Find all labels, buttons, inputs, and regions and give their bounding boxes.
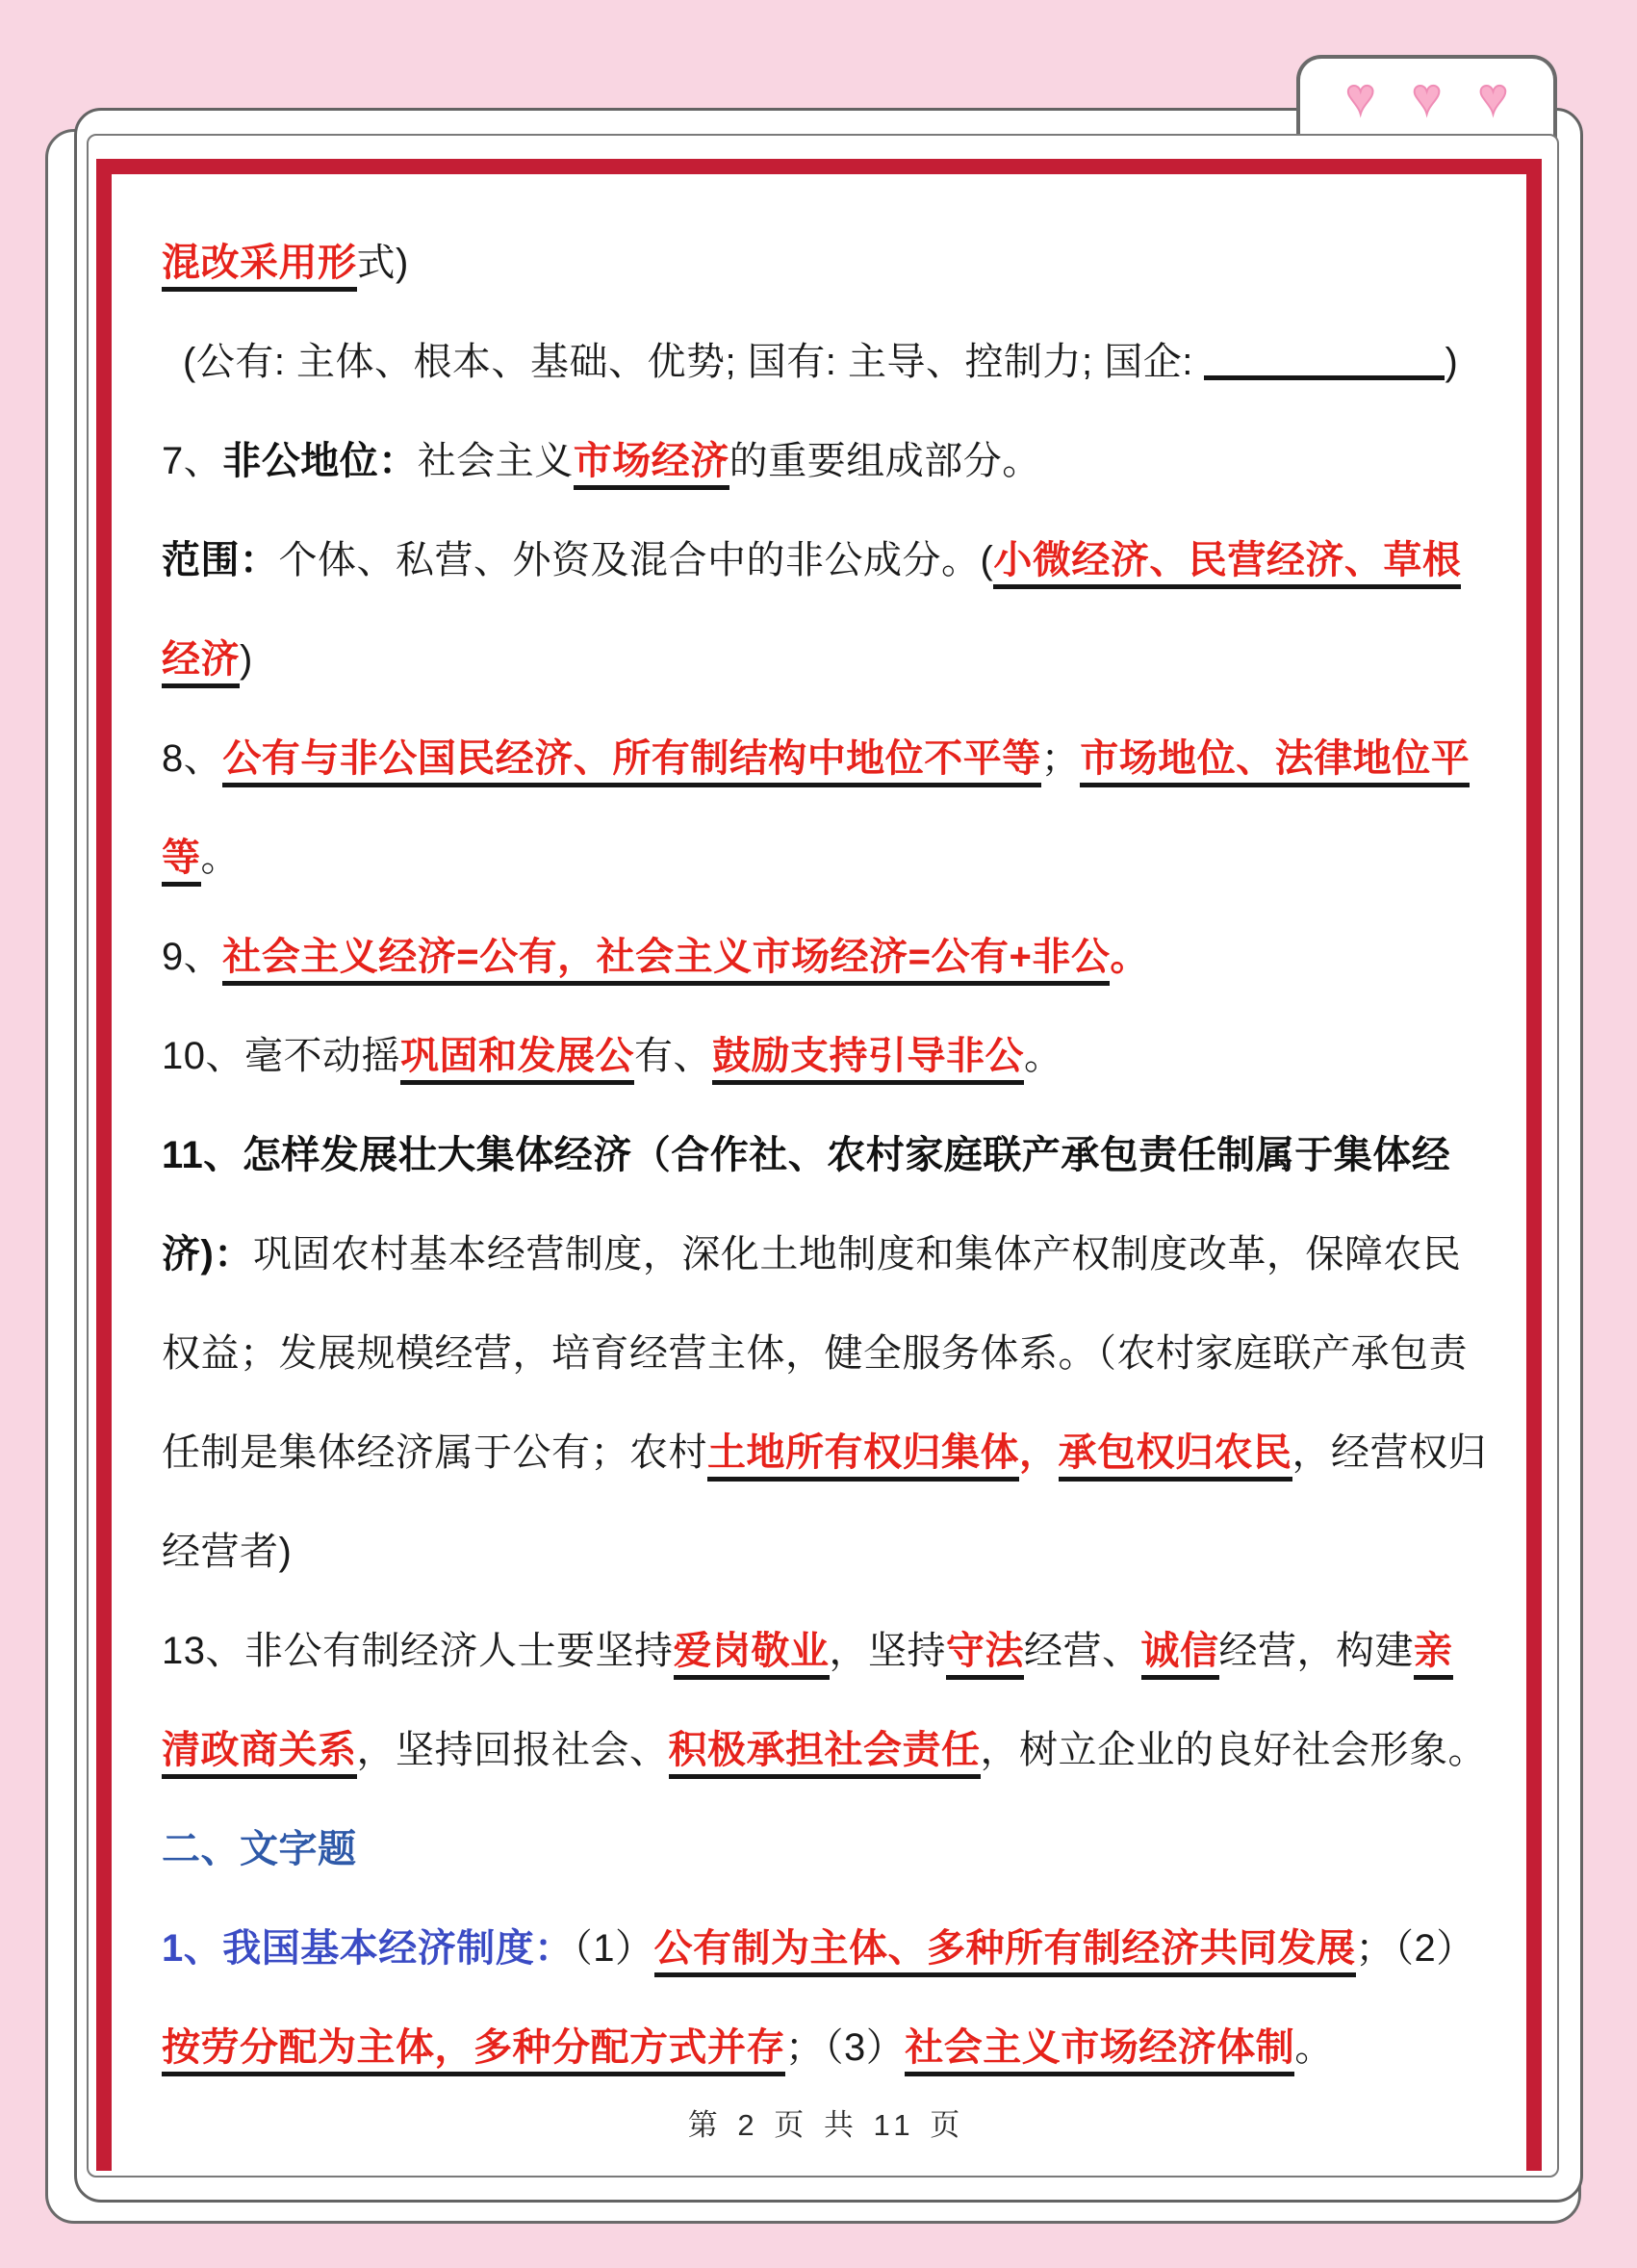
text-segment: 巩固农村基本经营制度，深化土地制度和集体产权制度改革，保障农民 <box>252 1233 1462 1276</box>
text-segment: 10、毫不动摇 <box>162 1035 400 1077</box>
text-line <box>162 313 1492 412</box>
text-segment: 经营、 <box>1024 1630 1141 1672</box>
text-line <box>162 1602 1492 1701</box>
highlight-red: 诚信 <box>1141 1630 1219 1680</box>
text-line <box>162 908 1492 1007</box>
text-segment: ； <box>1040 737 1081 780</box>
text-segment: 式) <box>356 242 409 284</box>
highlight-red: 经济 <box>162 638 240 688</box>
highlight-red: 等 <box>162 837 201 887</box>
highlight-red: 。 <box>1110 936 1149 978</box>
highlight-red: 公有制为主体、多种所有制经济共同发展 <box>654 1927 1356 1977</box>
text-line <box>162 1404 1492 1503</box>
notes-content <box>162 175 1492 2148</box>
text-line <box>162 1998 1492 2098</box>
heading-blue: 1、我国基本经济制度： <box>162 1927 574 1970</box>
highlight-red: 承包权归农民 <box>1059 1431 1292 1482</box>
heart-icon: ♥ <box>1345 69 1376 125</box>
text-line <box>162 809 1492 908</box>
heading-blue: 二、文字题 <box>162 1828 357 1870</box>
highlight-red: 按劳分配为主体，多种分配方式并存 <box>162 2026 785 2076</box>
text-segment: 有、 <box>634 1035 712 1077</box>
highlight-red: 土地所有权归集体 <box>707 1431 1019 1482</box>
text-segment: ，坚持回报社会、 <box>356 1729 669 1771</box>
highlight-red: 爱岗敬业 <box>674 1630 830 1680</box>
text-segment: 个体、私营、外资及混合中的非公成分。( <box>278 539 994 581</box>
highlight-red: 公有与非公国民经济、所有制结构中地位不平等 <box>222 737 1041 787</box>
text-line <box>162 1007 1492 1106</box>
text-segment: ) <box>1445 341 1459 383</box>
highlight-red: 清政商关系 <box>162 1729 357 1779</box>
highlight-red: 守法 <box>946 1630 1024 1680</box>
text-segment: 。 <box>1024 1035 1063 1077</box>
highlight-red: 小微经济、民营经济、草根 <box>993 539 1461 589</box>
text-lines-container <box>162 214 1492 2098</box>
highlight-red: 混改采用形 <box>162 242 357 292</box>
text-line <box>162 1304 1492 1404</box>
highlight-red: 积极承担社会责任 <box>669 1729 981 1779</box>
text-segment: 。 <box>1294 2026 1334 2069</box>
highlight-red: 市场经济 <box>574 440 729 490</box>
text-segment: 13、非公有制经济人士要坚持 <box>162 1630 674 1672</box>
highlight-red: ， <box>1019 1431 1059 1474</box>
text-bold: 济)： <box>162 1233 253 1276</box>
text-line <box>162 610 1492 709</box>
highlight-red: 鼓励支持引导非公 <box>712 1035 1024 1085</box>
text-line <box>162 1205 1492 1304</box>
highlight-red: 巩固和发展公 <box>400 1035 634 1085</box>
hearts-tab <box>1296 55 1557 140</box>
heart-icon: ♥ <box>1412 69 1442 125</box>
text-bold: 非公地位： <box>222 440 418 482</box>
text-bold: 11、怎样发展壮大集体经济（合作社、农村家庭联产承包责任制属于集体经 <box>162 1134 1451 1176</box>
text-line <box>162 1106 1492 1205</box>
text-line <box>162 709 1492 809</box>
text-segment: （1） <box>573 1927 654 1970</box>
text-line <box>162 1800 1492 1899</box>
highlight-red: 市场地位、法律地位平 <box>1080 737 1470 787</box>
text-line <box>162 511 1492 610</box>
text-segment: 9、 <box>162 936 223 978</box>
text-segment: 社会主义 <box>417 440 574 482</box>
text-line <box>162 1899 1492 1998</box>
text-segment: 权益；发展规模经营，培育经营主体，健全服务体系。（农村家庭联产承包责 <box>162 1332 1468 1375</box>
text-segment: 7、 <box>162 440 223 482</box>
heart-icon: ♥ <box>1477 69 1508 125</box>
text-segment: ，经营权归 <box>1292 1431 1487 1474</box>
fill-blank-line <box>1204 366 1445 380</box>
text-line <box>162 412 1492 511</box>
text-segment: ) <box>240 638 253 681</box>
text-segment: ；（2） <box>1355 1927 1475 1970</box>
text-segment: (公有: 主体、根本、基础、优势; 国有: 主导、控制力; 国企: <box>183 341 1205 383</box>
highlight-red: 社会主义市场经济体制 <box>905 2026 1294 2076</box>
text-segment: ，坚持 <box>829 1630 946 1672</box>
page-number-footer: 第 2 页 共 11 页 <box>687 2108 966 2142</box>
text-segment: 经营者) <box>162 1531 293 1573</box>
text-segment: ；（3） <box>785 2026 906 2069</box>
text-segment: ，树立企业的良好社会形象。 <box>980 1729 1487 1771</box>
text-segment: 的重要组成部分。 <box>729 440 1041 482</box>
text-segment: 。 <box>200 837 240 879</box>
text-segment: 8、 <box>162 737 223 780</box>
text-line <box>162 1701 1492 1800</box>
text-bold: 范围： <box>162 539 279 581</box>
text-line <box>162 1503 1492 1602</box>
text-segment: 经营，构建 <box>1218 1630 1414 1672</box>
highlight-red: 亲 <box>1414 1630 1453 1680</box>
highlight-red: 社会主义经济=公有，社会主义市场经济=公有+非公 <box>222 936 1110 986</box>
text-segment: 任制是集体经济属于公有；农村 <box>162 1431 707 1474</box>
text-line <box>162 214 1492 313</box>
